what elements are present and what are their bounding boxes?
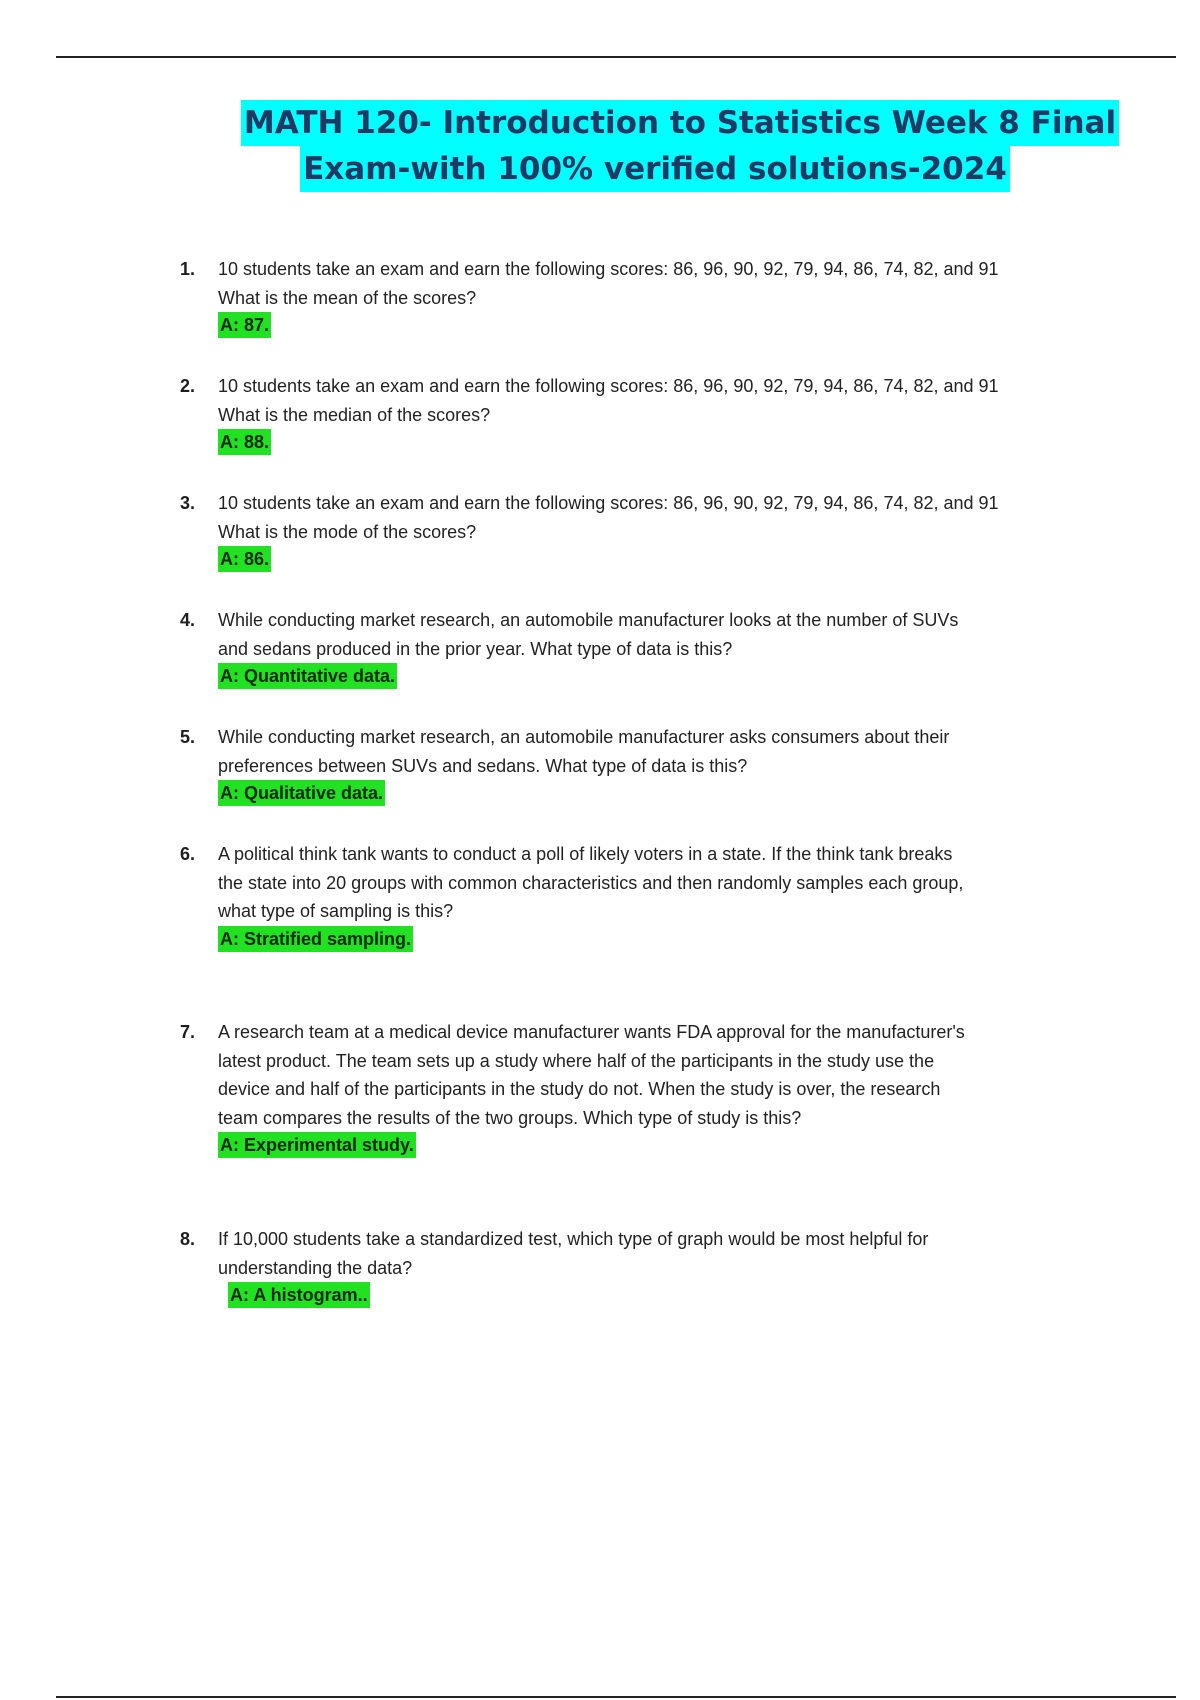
answer-highlight: A: 87.	[218, 312, 271, 338]
question-number: 3.	[180, 493, 196, 513]
top-rule	[56, 56, 1176, 58]
question-item-5	[180, 723, 1090, 806]
question-text: 10 students take an exam and earn the following scores: 86, 96, 90, 92, 79, 94, 86, 74, 82, and 91 What is the mean of the scores?	[218, 259, 999, 308]
question-item-2	[180, 372, 1090, 455]
answer-highlight: A: 86.	[218, 546, 271, 572]
answer-highlight: A: Quantitative data.	[218, 663, 397, 689]
title-line-1: MATH 120- Introduction to Statistics Week 8 Final	[241, 100, 1119, 146]
question-number: 8.	[180, 1229, 196, 1249]
question-text: While conducting market research, an automobile manufacturer looks at the number of SUVs and sedans produced in the prior year. What type of data is this?	[218, 610, 959, 659]
question-text: If 10,000 students take a standardized test, which type of graph would be most helpful for understanding the data?	[218, 1229, 929, 1278]
question-number: 4.	[180, 610, 196, 630]
question-number: 7.	[180, 1022, 196, 1042]
answer-highlight: A: Stratified sampling.	[218, 926, 413, 952]
question-text: A political think tank wants to conduct a poll of likely voters in a state. If the think tank breaks the state into 20 groups with common characteristics and then randomly samples each group, what type of sampling is this?	[218, 844, 964, 921]
question-item-7	[180, 1018, 1090, 1158]
question-text: A research team at a medical device manufacturer wants FDA approval for the manufacturer's latest product. The team sets up a study where half of the participants in the study use the device and half of the participants in the study do not. When the study is over, the research team compares the results of the two groups. Which type of study is this?	[218, 1022, 965, 1128]
question-number: 1.	[180, 259, 196, 279]
answer-highlight: A: 88.	[218, 429, 271, 455]
question-text: While conducting market research, an automobile manufacturer asks consumers about their preferences between SUVs and sedans. What type of data is this?	[218, 727, 950, 776]
answer-highlight: A: Qualitative data.	[218, 780, 385, 806]
question-number: 2.	[180, 376, 196, 396]
answer-highlight: A: Experimental study.	[218, 1132, 416, 1158]
question-text: 10 students take an exam and earn the following scores: 86, 96, 90, 92, 79, 94, 86, 74, 82, and 91 What is the mode of the scores?	[218, 493, 999, 542]
question-item-6	[180, 840, 1090, 952]
question-number: 5.	[180, 727, 196, 747]
question-item-1	[180, 255, 1090, 338]
title-line-2: Exam-with 100% verified solutions-2024	[300, 146, 1010, 192]
question-number: 6.	[180, 844, 196, 864]
question-text: 10 students take an exam and earn the following scores: 86, 96, 90, 92, 79, 94, 86, 74, 82, and 91 What is the median of the scores?	[218, 376, 999, 425]
answer-highlight: A: A histogram..	[228, 1282, 370, 1308]
bottom-rule	[56, 1696, 1176, 1698]
question-item-3	[180, 489, 1090, 572]
document-title	[0, 100, 1200, 192]
question-item-4	[180, 606, 1090, 689]
question-item-8	[180, 1225, 1090, 1308]
